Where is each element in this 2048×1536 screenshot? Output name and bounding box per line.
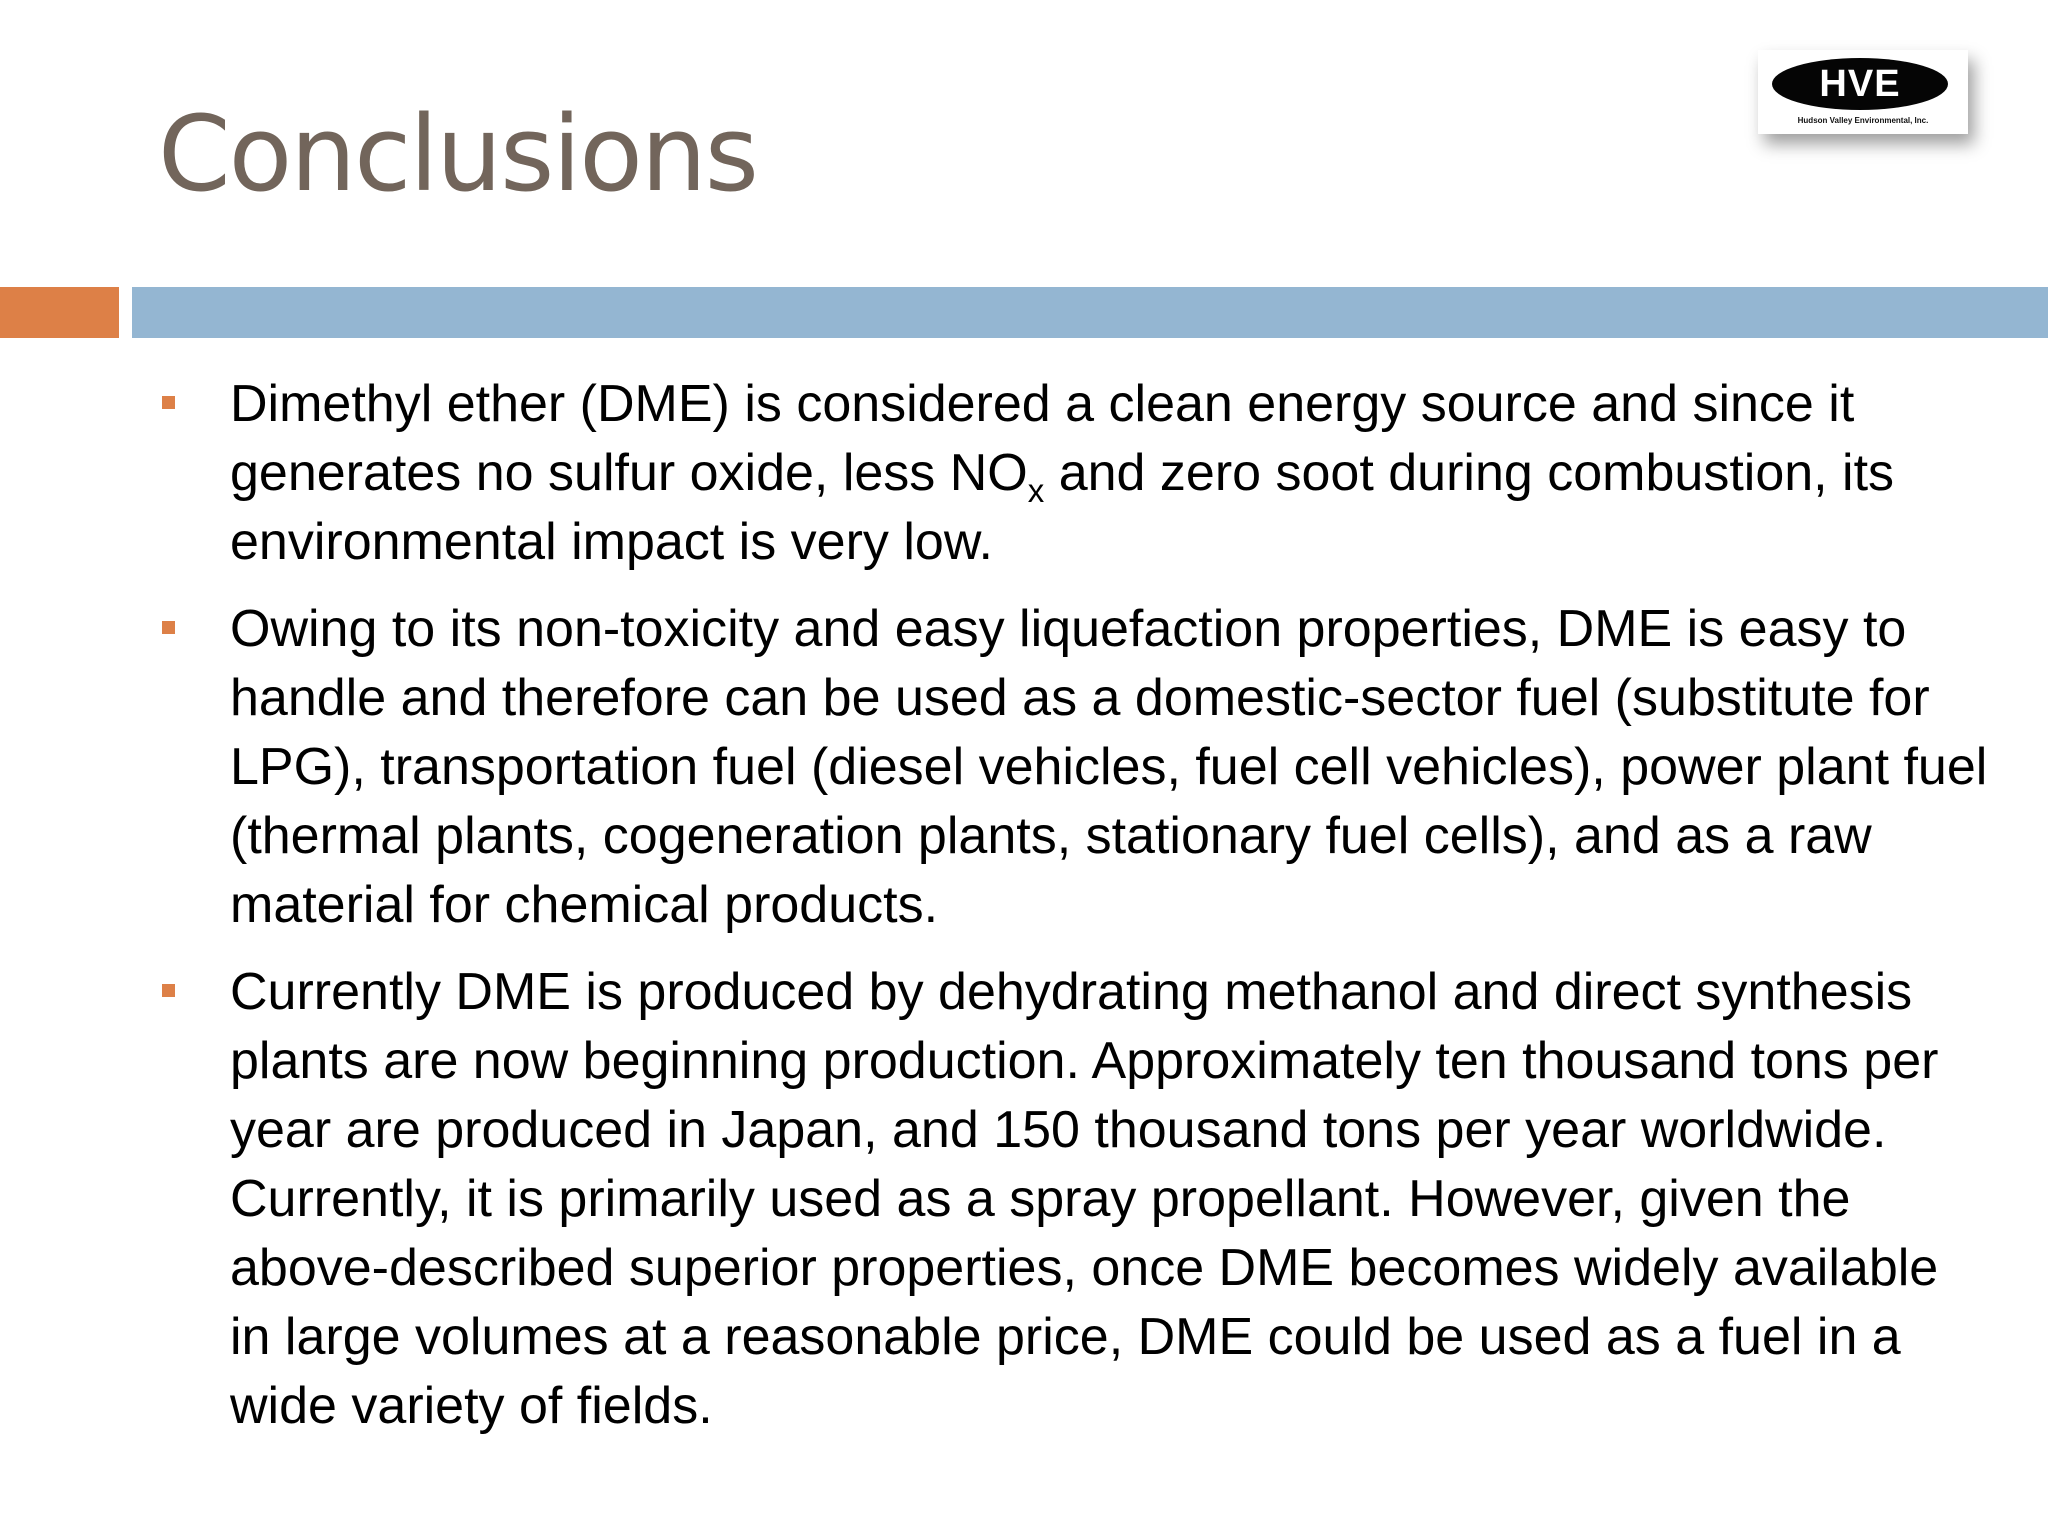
logo-ellipse (1772, 58, 1948, 110)
square-bullet-icon (162, 621, 175, 634)
bullet-item (158, 595, 1988, 940)
bullet-text-part: Dimethyl ether (DME) is considered a clean energy source and since it generates no sulfur oxide, less NO (230, 375, 1855, 502)
subscript-x: x (1027, 472, 1045, 509)
logo-company-name: Hudson Valley Environmental, Inc. (1797, 116, 1929, 125)
square-bullet-icon (162, 984, 175, 997)
bullet-text: Owing to its non-toxicity and easy liquefaction properties, DME is easy to handle and therefore can be used as a domestic-sector fuel (substitute for LPG), transportation fuel (diesel vehicles, fuel cell vehicles), power plant fuel (thermal plants, cogeneration plants, stationary fuel cells), and as a raw material for chemical products. (230, 600, 1988, 934)
square-bullet-icon (162, 396, 175, 409)
company-logo (1758, 50, 1968, 134)
bullet-item (158, 370, 1988, 577)
bullet-item (158, 958, 1988, 1441)
bullet-list (158, 370, 1988, 1459)
accent-bar-blue (132, 287, 2048, 338)
bullet-text (230, 375, 1894, 571)
bullet-text: Currently DME is produced by dehydrating methanol and direct synthesis plants are now beginning production. Approximately ten thousand tons per year are produced in Japan, and 150 thousand tons per year worldwide. Currently, it is primarily used as a spray propellant. However, given the above-described superior properties, once DME becomes widely available in large volumes at a reasonable price, DME could be used as a fuel in a wide variety of fields. (230, 963, 1939, 1435)
logo-mark: HVE (1819, 62, 1901, 105)
accent-bar-orange (0, 287, 119, 338)
bullet-text-part: and zero soot during combustion, its environmental impact is very low. (230, 444, 1895, 571)
slide-title: Conclusions (158, 93, 757, 215)
